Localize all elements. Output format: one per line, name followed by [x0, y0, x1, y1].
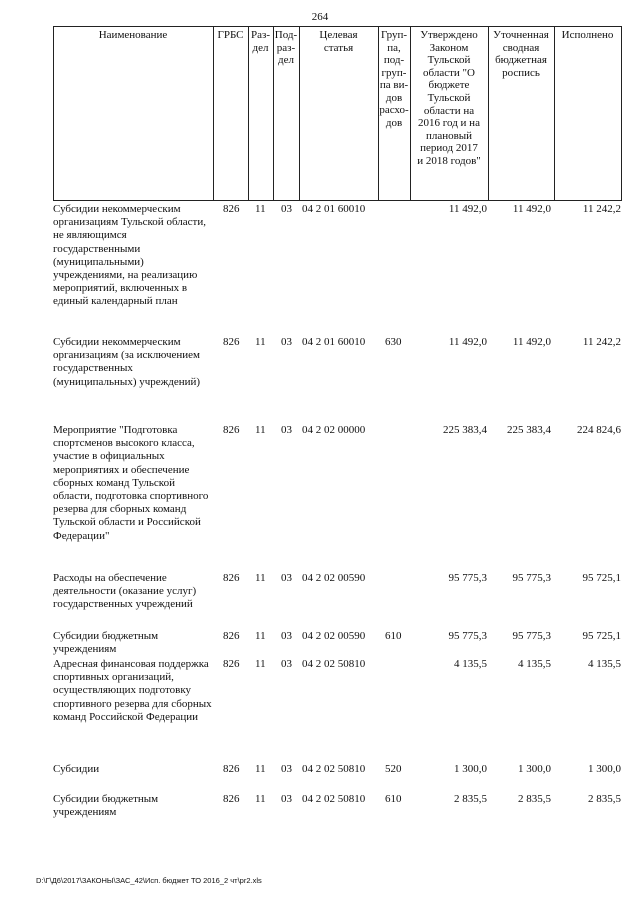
- col-header-podrazdel: Под- раз- дел: [274, 29, 298, 66]
- row-isp: 11 242,2: [582, 336, 621, 348]
- row-razdel: 11: [255, 763, 266, 775]
- row-podrazdel: 03: [281, 336, 292, 348]
- col-header-utverzhdeno: Утверждено Законом Тульской области "О бюджете Тульской области на 2016 год и на плановый период 2017 и 2018 годов": [417, 29, 481, 167]
- row-utv: 95 775,3: [448, 572, 487, 584]
- row-utoch: 11 492,0: [512, 336, 551, 348]
- row-name: Мероприятие "Подготовка спортсменов высокого класса, участие в официальных мероприятиях и обеспечение сборных команд Тульской области, подготовка спортивного резерва для сборных команд Тульской области и Российской Федерации": [53, 424, 209, 542]
- row-grbs: 826: [223, 763, 240, 775]
- row-utv: 1 300,0: [454, 763, 487, 775]
- row-razdel: 11: [255, 793, 266, 805]
- row-name: Субсидии бюджетным учреждениям: [53, 630, 159, 656]
- row-isp: 224 824,6: [577, 424, 621, 436]
- row-isp: 11 242,2: [582, 203, 621, 215]
- col-header-razdel: Раз- дел: [250, 29, 270, 54]
- row-utoch: 225 383,4: [507, 424, 551, 436]
- col-header-ispolneno: Исполнено: [561, 29, 614, 41]
- row-grbs: 826: [223, 336, 240, 348]
- row-name: Субсидии: [53, 763, 100, 775]
- col-header-tselevaya: Целевая статья: [319, 29, 358, 54]
- row-isp: 2 835,5: [588, 793, 621, 805]
- row-tselevaya: 04 2 02 00590: [302, 572, 366, 584]
- row-podrazdel: 03: [281, 630, 292, 642]
- row-utv: 11 492,0: [448, 203, 487, 215]
- row-name: Адресная финансовая поддержка спортивных организаций, осуществляющих подготовку спортивного резерва для сборных команд Российской Федерации: [53, 658, 212, 723]
- row-razdel: 11: [255, 658, 266, 670]
- row-razdel: 11: [255, 630, 266, 642]
- row-utoch: 2 835,5: [518, 793, 551, 805]
- row-utoch: 11 492,0: [512, 203, 551, 215]
- row-podrazdel: 03: [281, 658, 292, 670]
- row-podrazdel: 03: [281, 203, 292, 215]
- row-grbs: 826: [223, 658, 240, 670]
- row-isp: 95 725,1: [582, 630, 621, 642]
- row-razdel: 11: [255, 203, 266, 215]
- row-utv: 2 835,5: [454, 793, 487, 805]
- row-vid: 610: [385, 793, 402, 805]
- row-tselevaya: 04 2 02 00590: [302, 630, 366, 642]
- row-vid: 630: [385, 336, 402, 348]
- row-grbs: 826: [223, 793, 240, 805]
- row-utoch: 1 300,0: [518, 763, 551, 775]
- row-tselevaya: 04 2 02 50810: [302, 658, 366, 670]
- row-tselevaya: 04 2 02 50810: [302, 763, 366, 775]
- row-razdel: 11: [255, 424, 266, 436]
- table-header: [53, 26, 621, 201]
- row-name: Субсидии некоммерческим организациям Тульской области, не являющимся государственными (муниципальными) учреждениями, на реализацию мероприятий, включенных в единый календарный план: [53, 203, 206, 308]
- row-razdel: 11: [255, 572, 266, 584]
- footer-file-path: D:\Г\Д6\2017\ЗАКОНЫ\ЗАС_42\Исп. бюджет ТО 2016_2 чт\pr2.xls: [36, 876, 262, 885]
- row-utoch: 4 135,5: [518, 658, 551, 670]
- row-podrazdel: 03: [281, 793, 292, 805]
- page-number: 264: [311, 11, 329, 23]
- row-grbs: 826: [223, 424, 240, 436]
- row-name: Расходы на обеспечение деятельности (оказание услуг) государственных учреждений: [53, 572, 197, 611]
- row-vid: 520: [385, 763, 402, 775]
- row-isp: 1 300,0: [588, 763, 621, 775]
- row-podrazdel: 03: [281, 424, 292, 436]
- col-header-gruppa: Груп- па, под- груп- па ви- дов расхо- дов: [379, 29, 409, 129]
- row-utv: 11 492,0: [448, 336, 487, 348]
- row-podrazdel: 03: [281, 572, 292, 584]
- row-isp: 95 725,1: [582, 572, 621, 584]
- col-header-utochnennaya: Уточненная сводная бюджетная роспись: [493, 29, 549, 79]
- col-header-name: Наименование: [98, 29, 168, 41]
- row-tselevaya: 04 2 02 50810: [302, 793, 366, 805]
- row-grbs: 826: [223, 203, 240, 215]
- row-utoch: 95 775,3: [512, 630, 551, 642]
- row-grbs: 826: [223, 630, 240, 642]
- row-utoch: 95 775,3: [512, 572, 551, 584]
- row-tselevaya: 04 2 02 00000: [302, 424, 366, 436]
- row-name: Субсидии бюджетным учреждениям: [53, 793, 159, 819]
- row-grbs: 826: [223, 572, 240, 584]
- row-isp: 4 135,5: [588, 658, 621, 670]
- row-tselevaya: 04 2 01 60010: [302, 203, 366, 215]
- row-podrazdel: 03: [281, 763, 292, 775]
- row-name: Субсидии некоммерческим организациям (за исключением государственных (муниципальных) учреждений): [53, 336, 201, 388]
- row-utv: 225 383,4: [443, 424, 487, 436]
- row-utv: 95 775,3: [448, 630, 487, 642]
- row-razdel: 11: [255, 336, 266, 348]
- col-header-grbs: ГРБС: [217, 29, 244, 41]
- row-tselevaya: 04 2 01 60010: [302, 336, 366, 348]
- row-utv: 4 135,5: [454, 658, 487, 670]
- row-vid: 610: [385, 630, 402, 642]
